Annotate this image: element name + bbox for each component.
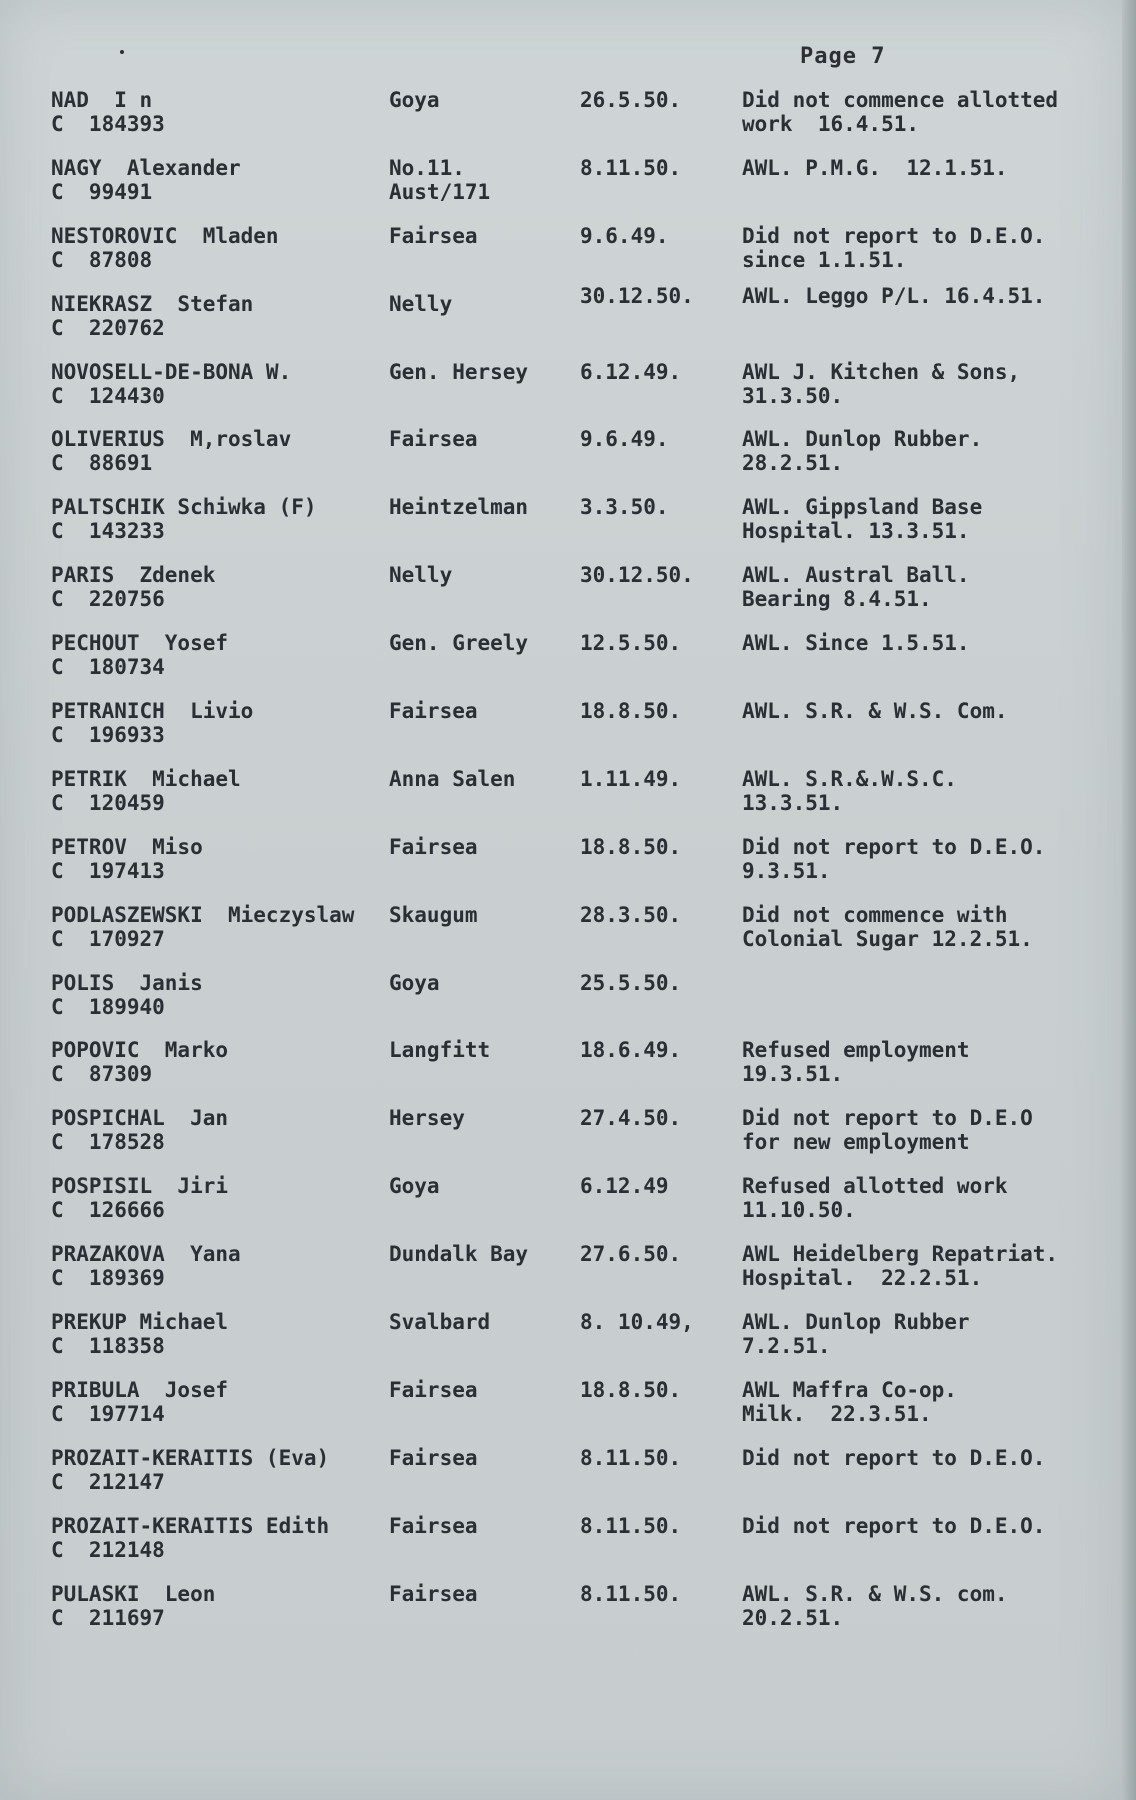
- remark-line: Hospital. 22.2.51.: [742, 1266, 983, 1291]
- ship-name: Nelly: [389, 563, 453, 588]
- remark-cell: [742, 360, 1020, 408]
- remark-line: AWL. Gippsland Base: [742, 495, 983, 520]
- ship-name: Aust/171: [389, 179, 491, 204]
- arrival-date: 27.4.50.: [580, 1106, 682, 1131]
- table-row: [0, 1310, 1122, 1378]
- remark-line: 7.2.51.: [742, 1334, 831, 1359]
- arrival-date: 9.6.49.: [580, 223, 669, 248]
- remark-line: work 16.4.51.: [742, 112, 920, 136]
- ship-name: Fairsea: [389, 834, 478, 859]
- table-row: [0, 156, 1122, 224]
- arrival-date: 12.5.50.: [580, 631, 682, 656]
- remark-line: AWL. S.R. & W.S. Com.: [742, 699, 1008, 724]
- arrival-date: 8.11.50.: [580, 1513, 682, 1538]
- ship-cell: [389, 495, 528, 519]
- arrival-date: 6.12.49.: [580, 359, 682, 384]
- table-row: [0, 88, 1122, 156]
- person-name: POPOVIC Marko: [51, 1038, 229, 1063]
- person-number: C 124430: [51, 383, 165, 408]
- ship-name: Anna Salen: [389, 766, 516, 791]
- remark-cell: [742, 495, 982, 543]
- person-cell: [51, 767, 241, 815]
- table-row: [0, 224, 1122, 292]
- ship-name: No.11.: [389, 155, 465, 180]
- remark-line: AWL. P.M.G. 12.1.51.: [742, 155, 1008, 180]
- arrival-date: 6.12.49: [580, 1174, 669, 1199]
- page-number: Page 7: [800, 44, 886, 69]
- remark-line: for new employment: [742, 1130, 970, 1155]
- ship-cell: [389, 224, 478, 248]
- ship-name: Langfitt: [389, 1038, 491, 1063]
- remark-cell: [742, 1582, 1008, 1630]
- arrival-date: 8.11.50.: [580, 1581, 682, 1606]
- table-row: [0, 1582, 1122, 1650]
- ship-name: Fairsea: [389, 1581, 478, 1606]
- ship-name: Fairsea: [389, 427, 478, 452]
- table-row: [0, 631, 1122, 699]
- person-cell: [51, 1242, 241, 1290]
- ship-cell: [389, 88, 440, 112]
- remark-line: AWL. Dunlop Rubber: [742, 1310, 970, 1335]
- arrival-date: 1.11.49.: [580, 766, 682, 791]
- ship-name: Fairsea: [389, 1377, 478, 1402]
- person-name: NESTOROVIC Mladen: [51, 223, 279, 248]
- person-cell: [51, 563, 215, 611]
- ship-cell: [389, 1310, 490, 1334]
- remark-line: Did not report to D.E.O.: [742, 834, 1046, 859]
- person-number: C 120459: [51, 790, 165, 815]
- ship-name: Svalbard: [389, 1310, 491, 1335]
- arrival-date: 26.5.50.: [580, 88, 682, 112]
- person-number: C 170927: [51, 926, 165, 951]
- person-cell: [51, 224, 279, 272]
- remark-line: since 1.1.51.: [742, 247, 907, 272]
- remark-line: Did not report to D.E.O.: [742, 1445, 1046, 1470]
- table-row: [0, 1378, 1122, 1446]
- person-cell: [51, 1582, 215, 1630]
- remark-line: Did not commence allotted: [742, 88, 1059, 112]
- remark-line: AWL Maffra Co-op.: [742, 1377, 957, 1402]
- person-number: C 220762: [51, 315, 165, 340]
- arrival-date: 18.6.49.: [580, 1038, 682, 1063]
- remark-line: 9.3.51.: [742, 858, 831, 883]
- remark-cell: [742, 1174, 1008, 1222]
- ship-cell: [389, 1378, 478, 1402]
- remark-cell: [742, 699, 1008, 723]
- remark-line: 20.2.51.: [742, 1605, 844, 1630]
- table-row: [0, 835, 1122, 903]
- person-cell: [51, 971, 203, 1019]
- person-name: PROZAIT-KERAITIS (Eva): [51, 1445, 330, 1470]
- person-number: C 143233: [51, 519, 165, 544]
- person-name: PRIBULA Josef: [51, 1377, 229, 1402]
- ship-cell: [389, 835, 478, 859]
- ship-cell: [389, 1106, 465, 1130]
- person-number: C 87309: [51, 1062, 153, 1087]
- person-cell: [51, 156, 241, 204]
- remark-cell: [742, 767, 957, 815]
- person-name: NOVOSELL-DE-BONA W.: [51, 359, 292, 384]
- person-name: OLIVERIUS M,roslav: [51, 427, 292, 452]
- remark-line: AWL. Dunlop Rubber.: [742, 427, 983, 452]
- table-row: [0, 1174, 1122, 1242]
- ship-name: Fairsea: [389, 223, 478, 248]
- person-number: C 99491: [51, 179, 153, 204]
- remark-line: AWL. Since 1.5.51.: [742, 631, 970, 656]
- ship-name: Nelly: [389, 291, 453, 316]
- person-number: C 126666: [51, 1198, 165, 1223]
- table-row: [0, 360, 1122, 428]
- person-name: NIEKRASZ Stefan: [51, 291, 254, 316]
- remark-line: 19.3.51.: [742, 1062, 844, 1087]
- table-row: [0, 767, 1122, 835]
- ship-cell: [389, 1242, 528, 1266]
- remark-line: Did not report to D.E.O.: [742, 1513, 1046, 1538]
- remark-line: AWL J. Kitchen & Sons,: [742, 359, 1021, 384]
- remark-line: Did not commence with: [742, 902, 1008, 927]
- person-name: PREKUP Michael: [51, 1310, 229, 1335]
- ship-cell: [389, 360, 528, 384]
- person-name: PETROV Miso: [51, 834, 203, 859]
- ship-name: Goya: [389, 970, 440, 995]
- person-number: C 196933: [51, 723, 165, 748]
- person-name: PETRANICH Livio: [51, 699, 254, 724]
- table-row: [0, 283, 1122, 360]
- arrival-date: 8. 10.49,: [580, 1310, 694, 1335]
- person-cell: [51, 631, 228, 679]
- ship-cell: [389, 292, 452, 316]
- ship-cell: [389, 1514, 478, 1538]
- person-name: PROZAIT-KERAITIS Edith: [51, 1513, 330, 1538]
- table-row: [0, 495, 1122, 563]
- remark-line: Did not report to D.E.O: [742, 1106, 1033, 1131]
- remark-line: AWL Heidelberg Repatriat.: [742, 1242, 1059, 1267]
- person-number: C 178528: [51, 1130, 165, 1155]
- person-number: C 87808: [51, 247, 153, 272]
- arrival-date: 30.12.50.: [580, 283, 694, 308]
- person-cell: [51, 495, 317, 543]
- remark-cell: [742, 1038, 970, 1086]
- person-number: C 197413: [51, 858, 165, 883]
- table-row: [0, 699, 1122, 767]
- arrival-date: 27.6.50.: [580, 1242, 682, 1267]
- person-name: PETRIK Michael: [51, 766, 241, 791]
- remark-line: 11.10.50.: [742, 1198, 856, 1223]
- remark-line: Hospital. 13.3.51.: [742, 519, 970, 544]
- person-cell: [51, 903, 354, 951]
- table-row: [0, 1038, 1122, 1106]
- person-name: PARIS Zdenek: [51, 563, 216, 588]
- person-cell: [51, 1514, 329, 1562]
- remark-cell: [742, 903, 1033, 951]
- remark-cell: [742, 88, 1058, 136]
- remark-line: Milk. 22.3.51.: [742, 1401, 932, 1426]
- person-number: C 212147: [51, 1469, 165, 1494]
- ship-name: Hersey: [389, 1106, 465, 1131]
- person-cell: [51, 1174, 228, 1222]
- person-number: C 189940: [51, 994, 165, 1019]
- remark-cell: [742, 284, 1045, 308]
- arrival-date: 18.8.50.: [580, 699, 682, 724]
- ship-cell: [389, 767, 515, 791]
- remark-line: Refused allotted work: [742, 1174, 1008, 1199]
- arrival-date: 28.3.50.: [580, 902, 682, 927]
- person-name: PULASKI Leon: [51, 1581, 216, 1606]
- person-name: PECHOUT Yosef: [51, 631, 229, 656]
- remark-line: 13.3.51.: [742, 790, 844, 815]
- arrival-date: 25.5.50.: [580, 970, 682, 995]
- person-number: C 184393: [51, 112, 165, 136]
- table-row: [0, 427, 1122, 495]
- arrival-date: 18.8.50.: [580, 834, 682, 859]
- remark-cell: [742, 427, 982, 475]
- ship-name: Gen. Greely: [389, 631, 529, 656]
- ship-cell: [389, 563, 452, 587]
- ink-dot: [120, 50, 124, 54]
- person-name: POSPICHAL Jan: [51, 1106, 229, 1131]
- person-cell: [51, 1106, 228, 1154]
- ship-cell: [389, 1038, 490, 1062]
- arrival-date: 8.11.50.: [580, 155, 682, 180]
- ship-name: Goya: [389, 1174, 440, 1199]
- ship-cell: [389, 427, 478, 451]
- entry-list: [0, 88, 1122, 1649]
- remark-line: Refused employment: [742, 1038, 970, 1063]
- table-row: [0, 1446, 1122, 1514]
- ship-name: Fairsea: [389, 1513, 478, 1538]
- remark-cell: [742, 1446, 1045, 1470]
- person-cell: [51, 835, 203, 883]
- ship-name: Fairsea: [389, 1445, 478, 1470]
- remark-line: AWL. S.R.&.W.S.C.: [742, 766, 957, 791]
- arrival-date: 30.12.50.: [580, 563, 694, 588]
- person-number: C 197714: [51, 1401, 165, 1426]
- remark-cell: [742, 1310, 970, 1358]
- table-row: [0, 971, 1122, 1039]
- person-number: C 220756: [51, 587, 165, 612]
- remark-line: Bearing 8.4.51.: [742, 587, 932, 612]
- person-name: POSPISIL Jiri: [51, 1174, 229, 1199]
- person-number: C 88691: [51, 451, 153, 476]
- remark-cell: [742, 631, 970, 655]
- arrival-date: 3.3.50.: [580, 495, 669, 520]
- remark-line: AWL. Leggo P/L. 16.4.51.: [742, 283, 1046, 308]
- remark-cell: [742, 1242, 1058, 1290]
- person-number: C 212148: [51, 1537, 165, 1562]
- ship-name: Gen. Hersey: [389, 359, 529, 384]
- remark-line: AWL. S.R. & W.S. com.: [742, 1581, 1008, 1606]
- ship-cell: [389, 1446, 478, 1470]
- ship-name: Skaugum: [389, 902, 478, 927]
- person-name: POLIS Janis: [51, 970, 203, 995]
- person-name: PODLASZEWSKI Mieczyslaw: [51, 902, 355, 927]
- remark-cell: [742, 1378, 957, 1426]
- person-number: C 118358: [51, 1334, 165, 1359]
- ship-name: Goya: [389, 88, 440, 112]
- person-cell: [51, 292, 253, 340]
- remark-cell: [742, 563, 970, 611]
- ship-name: Fairsea: [389, 699, 478, 724]
- remark-cell: [742, 156, 1008, 180]
- person-cell: [51, 360, 291, 408]
- remark-cell: [742, 1514, 1045, 1538]
- ship-cell: [389, 1174, 440, 1198]
- person-cell: [51, 1446, 329, 1494]
- remark-line: 28.2.51.: [742, 451, 844, 476]
- person-cell: [51, 1038, 228, 1086]
- person-cell: [51, 427, 291, 475]
- remark-cell: [742, 224, 1045, 272]
- remark-line: Colonial Sugar 12.2.51.: [742, 926, 1033, 951]
- ship-cell: [389, 903, 478, 927]
- person-cell: [51, 699, 253, 747]
- ship-cell: [389, 699, 478, 723]
- table-row: [0, 1106, 1122, 1174]
- arrival-date: 18.8.50.: [580, 1377, 682, 1402]
- person-number: C 211697: [51, 1605, 165, 1630]
- person-number: C 180734: [51, 655, 165, 680]
- arrival-date: 8.11.50.: [580, 1445, 682, 1470]
- person-name: NAD I n: [51, 88, 153, 112]
- table-row: [0, 1514, 1122, 1582]
- remark-line: AWL. Austral Ball.: [742, 563, 970, 588]
- ship-cell: [389, 631, 528, 655]
- remark-cell: [742, 835, 1045, 883]
- person-name: NAGY Alexander: [51, 155, 241, 180]
- person-cell: [51, 1378, 228, 1426]
- person-cell: [51, 88, 165, 136]
- person-name: PRAZAKOVA Yana: [51, 1242, 241, 1267]
- ship-cell: [389, 971, 440, 995]
- person-name: PALTSCHIK Schiwka (F): [51, 495, 317, 520]
- remark-cell: [742, 1106, 1033, 1154]
- ship-cell: [389, 1582, 478, 1606]
- ship-name: Heintzelman: [389, 495, 529, 520]
- table-row: [0, 1242, 1122, 1310]
- arrival-date: 9.6.49.: [580, 427, 669, 452]
- person-cell: [51, 1310, 228, 1358]
- remark-line: 31.3.50.: [742, 383, 844, 408]
- ship-name: Dundalk Bay: [389, 1242, 529, 1267]
- ship-cell: [389, 156, 490, 204]
- person-number: C 189369: [51, 1266, 165, 1291]
- remark-line: Did not report to D.E.O.: [742, 223, 1046, 248]
- table-row: [0, 563, 1122, 631]
- table-row: [0, 903, 1122, 971]
- page-edge: [1122, 0, 1136, 1800]
